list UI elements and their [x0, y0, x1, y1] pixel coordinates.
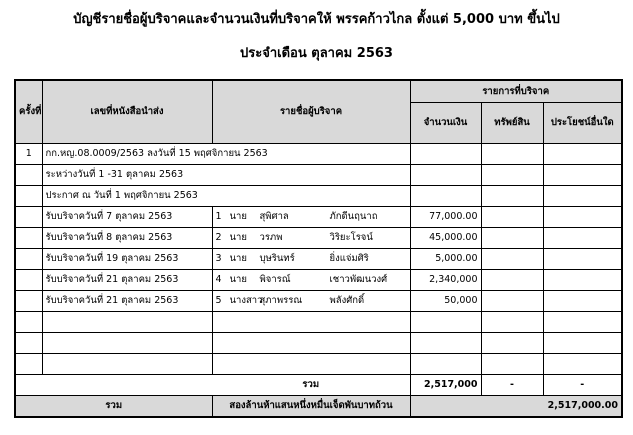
header-other-benefit: ประโยชน์อื่นใด [543, 103, 622, 144]
donation-amount: 45,000.00 [410, 228, 481, 249]
grand-total-label: รวม [15, 396, 212, 418]
document-subtitle: ประจำเดือน ตุลาคม 2563 [240, 46, 393, 61]
donor-name: 2 นาย วรภพ วิริยะโรจน์ [212, 228, 410, 249]
donation-date: รับบริจาควันที่ 19 ตุลาคม 2563 [42, 249, 212, 270]
subtotal-amount: 2,517,000 [410, 375, 481, 396]
table-row [15, 333, 622, 354]
header-times: ครั้งที่ [15, 80, 42, 144]
table-row [15, 207, 622, 228]
header-amount: จำนวนเงิน [410, 103, 481, 144]
header-donation-items: รายการที่บริจาค [410, 80, 622, 103]
entry-info-line: กก.หญ.08.0009/2563 ลงวันที่ 15 พฤศจิกายน 2563 [42, 144, 410, 165]
grand-total-amount: 2,517,000.00 [410, 396, 622, 418]
donation-amount: 77,000.00 [410, 207, 481, 228]
donor-name: 4 นาย พิจารณ์ เชาวพัฒนวงศ์ [212, 270, 410, 291]
donor-name: 1 นาย สุพิศาล ภักดีนฤนาถ [212, 207, 410, 228]
grand-total-text: สองล้านห้าแสนหนึ่งหมื่นเจ็ดพันบาทถ้วน [212, 396, 410, 418]
grand-total-row [15, 396, 622, 418]
table-row [15, 165, 622, 186]
table-row [15, 144, 622, 165]
header-letter-no: เลขที่หนังสือนำส่ง [42, 80, 212, 144]
table-row [15, 186, 622, 207]
donation-date: รับบริจาควันที่ 8 ตุลาคม 2563 [42, 228, 212, 249]
donation-date: รับบริจาควันที่ 21 ตุลาคม 2563 [42, 270, 212, 291]
subtotal-row [15, 375, 622, 396]
subtotal-other: - [543, 375, 622, 396]
donation-amount: 5,000.00 [410, 249, 481, 270]
subtotal-label: รวม [212, 375, 410, 396]
donation-amount: 2,340,000 [410, 270, 481, 291]
table-row [15, 270, 622, 291]
entry-info-line: ประกาศ ณ วันที่ 1 พฤศจิกายน 2563 [42, 186, 410, 207]
donation-amount: 50,000 [410, 291, 481, 312]
subtotal-property: - [481, 375, 543, 396]
table-row [15, 354, 622, 375]
header-property: ทรัพย์สิน [481, 103, 543, 144]
table-row [15, 249, 622, 270]
table-row [15, 312, 622, 333]
donation-table [14, 79, 623, 418]
donation-date: รับบริจาควันที่ 21 ตุลาคม 2563 [42, 291, 212, 312]
entry-number: 1 [15, 144, 42, 165]
donor-name: 3 นาย บุษรินทร์ ยิ่งแจ่มศิริ [212, 249, 410, 270]
table-row [15, 291, 622, 312]
entry-info-line: ระหว่างวันที่ 1 -31 ตุลาคม 2563 [42, 165, 410, 186]
donation-date: รับบริจาควันที่ 7 ตุลาคม 2563 [42, 207, 212, 228]
table-row [15, 228, 622, 249]
header-donor: รายชื่อผู้บริจาค [212, 80, 410, 144]
donor-name: 5 นางสาวสุภาพรรณ พลังศักดิ์ [212, 291, 410, 312]
document-title: บัญชีรายชื่อผู้บริจาคและจำนวนเงินที่บริจาคให้ พรรคก้าวไกล ตั้งแต่ 5,000 บาท ขึ้นไป [73, 12, 560, 27]
